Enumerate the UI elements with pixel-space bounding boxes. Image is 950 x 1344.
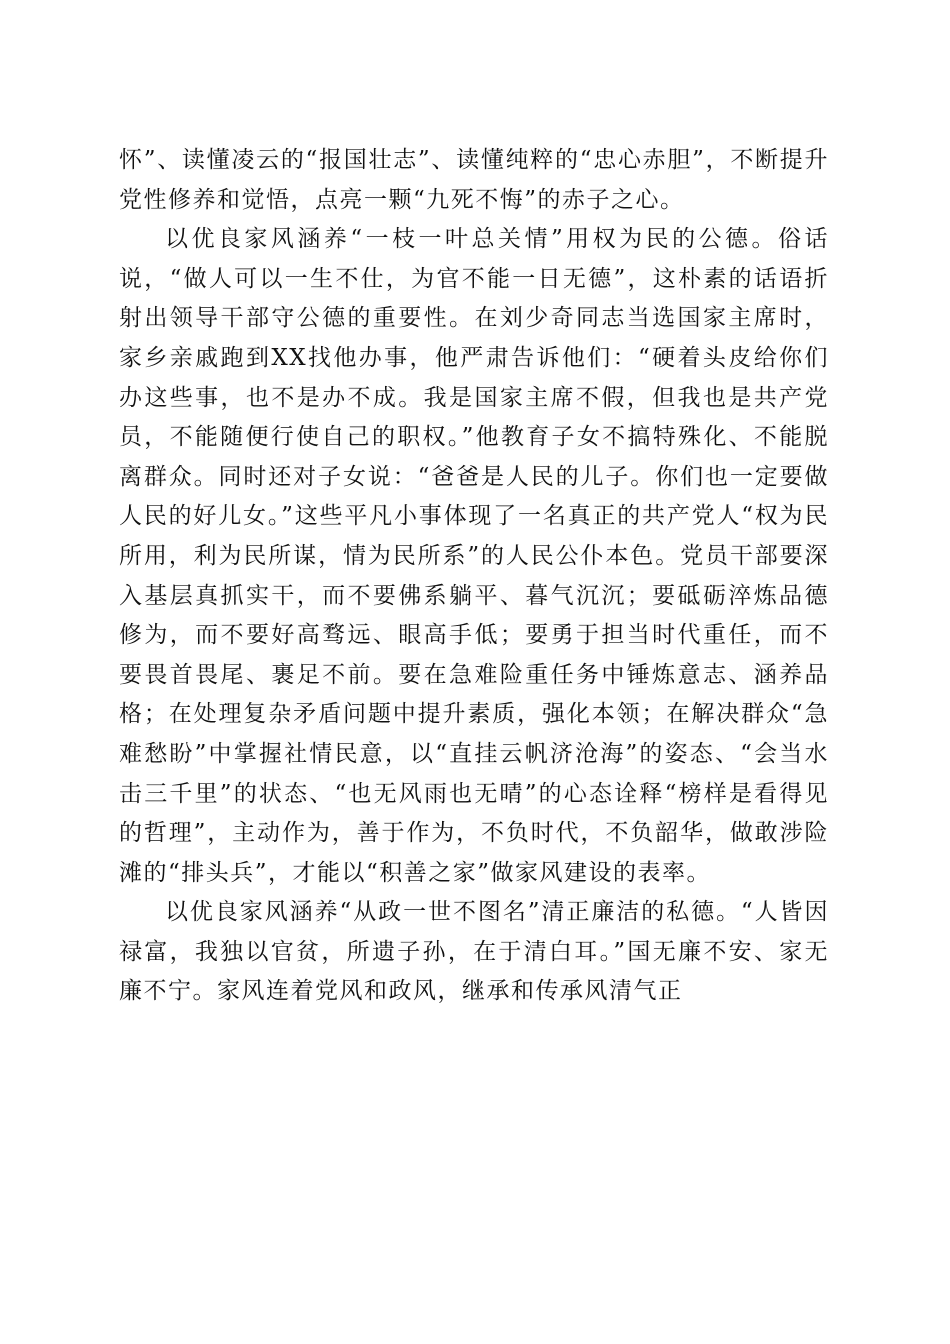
document-body — [119, 141, 829, 1012]
paragraph-continuation: 怀”、读懂凌云的“报国壮志”、读懂纯粹的“忠心赤胆”，不断提升党性修养和觉悟，点亮一颗“九死不悔”的赤子之心。 — [119, 147, 829, 213]
paragraph-public-morality: 以优良家风涵养“一枝一叶总关情”用权为民的公德。俗话说，“做人可以一生不仕，为官不能一日无德”，这朴素的话语折射出领导干部守公德的重要性。在刘少奇同志当选国家主席时，家乡亲戚跑到XX找他办事，他严肃告诉他们：“硬着头皮给你们办这些事，也不是办不成。我是国家主席不假，但我也是共产党员，不能随便行使自己的职权。”他教育子女不搞特殊化、不能脱离群众。同时还对子女说：“爸爸是人民的儿子。你们也一定要做人民的好儿女。”这些平凡小事体现了一名真正的共产党人“权为民所用，利为民所谋，情为民所系”的人民公仆本色。党员干部要深入基层真抓实干，而不要佛系躺平、暮气沉沉；要砥砺淬炼品德修为，而不要好高骛远、眼高手低；要勇于担当时代重任，而不要畏首畏尾、裹足不前。要在急难险重任务中锤炼意志、涵养品格；在处理复杂矛盾问题中提升素质，强化本领；在解决群众“急难愁盼”中掌握社情民意，以“直挂云帆济沧海”的姿态、“会当水击三千里”的状态、“也无风雨也无晴”的心态诠释“榜样是看得见的哲理”，主动作为，善于作为，不负时代，不负韶华，做敢涉险滩的“排头兵”，才能以“积善之家”做家风建设的表率。 — [119, 226, 829, 886]
paragraph-private-morality: 以优良家风涵养“从政一世不图名”清正廉洁的私德。“人皆因禄富，我独以官贫，所遗子孙，在于清白耳。”国无廉不安、家无廉不宁。家风连着党风和政风，继承和传承风清气正 — [119, 899, 829, 1005]
